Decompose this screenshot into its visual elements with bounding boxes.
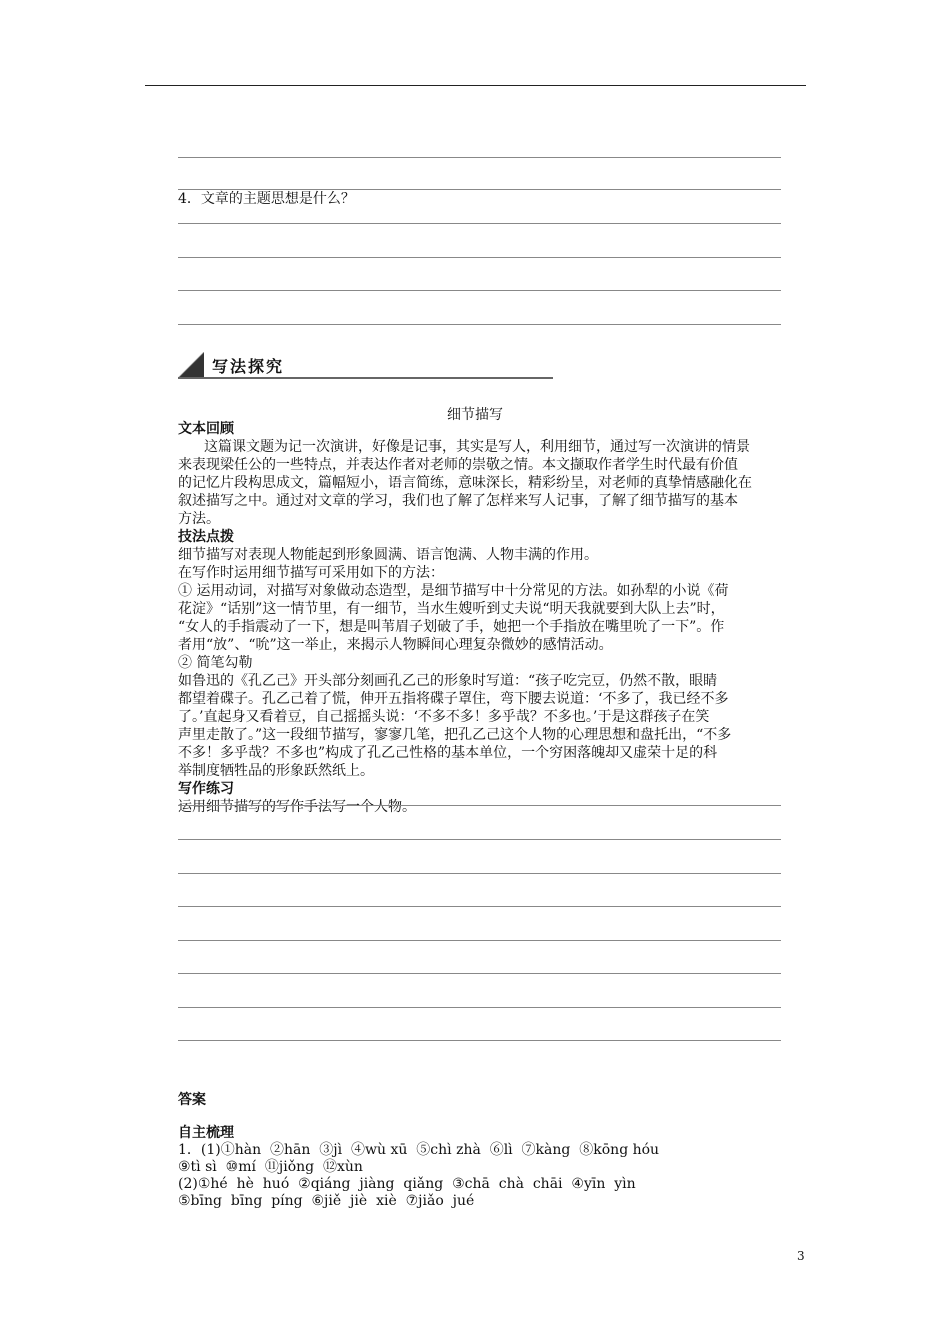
paragraph-line: 来表现梁任公的一些特点，并表达作者对老师的崇敬之情。本文撷取作者学生时代最有价值 — [178, 457, 738, 473]
paragraph-line: 细节描写对表现人物能起到形象圆满、语言饱满、人物丰满的作用。 — [178, 547, 598, 563]
paragraph-line: “女人的手指震动了一下，想是叫苇眉子划破了手，她把一个手指放在嘴里吮了一下”。作 — [178, 619, 725, 635]
answer-line — [178, 223, 781, 224]
paragraph-line: 叙述描写之中。通过对文章的学习，我们也了解了怎样来写人记事，了解了细节描写的基本 — [178, 493, 738, 509]
paragraph-line: 了。’直起身又看着豆，自己摇摇头说：‘不多不多！多乎哉？不多也。’于是这群孩子在笑 — [178, 709, 710, 725]
answer-row: ⑤bīng bīng píng ⑥jiě jiè xiè ⑦jiǎo jué — [178, 1193, 475, 1209]
answer-row: (2)①hé hè huó ②qiáng jiàng qiǎng ③chā chà chāi ④yīn yìn — [178, 1176, 636, 1192]
answers-subheading: 自主梳理 — [178, 1125, 234, 1141]
paragraph-line: 在写作时运用细节描写可采用如下的方法： — [178, 565, 444, 581]
answer-line — [178, 257, 781, 258]
answer-line — [178, 157, 781, 158]
question-4: 4．文章的主题思想是什么？ — [178, 191, 355, 207]
paragraph-line: 不多！多乎哉？不多也”构成了孔乙己性格的基本单位，一个穷困落魄却又虚荣十足的科 — [178, 745, 718, 761]
writing-line — [178, 1040, 781, 1041]
paragraph-line: 如鲁迅的《孔乙己》开头部分刻画孔乙己的形象时写道：“孩子吃完豆，仍然不散，眼睛 — [178, 673, 718, 689]
paragraph-line: 的记忆片段构思成文，篇幅短小，语言简练，意味深长，精彩纷呈，对老师的真挚情感融化在 — [178, 475, 752, 491]
writing-line — [178, 973, 781, 974]
paragraph-line: 都望着碟子。孔乙己着了慌，伸开五指将碟子罩住，弯下腰去说道：‘不多了，我已经不多 — [178, 691, 729, 707]
answer-row: ⑨tì sì ⑩mí ⑪jiǒng ⑫xùn — [178, 1159, 363, 1175]
answer-line — [178, 290, 781, 291]
writing-line — [178, 873, 781, 874]
answer-row: 1．(1)①hàn ②hān ③jì ④wù xū ⑤chì zhà ⑥lì ⑦kàng ⑧kōng hóu — [178, 1142, 660, 1158]
writing-line — [178, 1007, 781, 1008]
paragraph-line: 举制度牺牲品的形象跃然纸上。 — [178, 763, 374, 779]
technique-heading: 技法点拨 — [178, 529, 234, 545]
writing-line — [178, 805, 781, 806]
practice-prompt: 运用细节描写的写作手法写一个人物。 — [178, 799, 416, 815]
section-rule — [178, 377, 553, 379]
section-title: 写法探究 — [212, 357, 285, 376]
topic-title: 细节描写 — [447, 407, 503, 423]
answers-section — [178, 1091, 808, 1210]
answer-line — [178, 324, 781, 325]
paragraph-line: 声里走散了。”这一段细节描写，寥寥几笔，把孔乙己这个人物的心理思想和盘托出，“不多 — [178, 727, 732, 743]
paragraph-line: 这篇课文题为记一次演讲，好像是记事，其实是写人，利用细节，通过写一次演讲的情景 — [204, 439, 750, 455]
text-review — [178, 420, 808, 816]
practice-heading: 写作练习 — [178, 781, 234, 797]
header-rule — [145, 85, 806, 86]
section-marker-icon — [178, 352, 204, 378]
answers-heading: 答案 — [178, 1092, 206, 1108]
writing-line — [178, 940, 781, 941]
paragraph-line: 花淀》“话别”这一情节里，有一细节，当水生嫂听到丈夫说“明天我就要到大队上去”时， — [178, 601, 725, 617]
paragraph-line: 者用“放”、“吮”这一举止，来揭示人物瞬间心理复杂微妙的感情活动。 — [178, 637, 613, 653]
writing-line — [178, 906, 781, 907]
paragraph-line: 方法。 — [178, 511, 220, 527]
paragraph-line: ② 简笔勾勒 — [178, 655, 253, 671]
writing-line — [178, 839, 781, 840]
text-review-heading: 文本回顾 — [178, 421, 234, 437]
page-number: 3 — [797, 1249, 805, 1263]
section-heading — [178, 352, 553, 378]
paragraph-line: ① 运用动词，对描写对象做动态造型，是细节描写中十分常见的方法。如孙犁的小说《荷 — [178, 583, 729, 599]
